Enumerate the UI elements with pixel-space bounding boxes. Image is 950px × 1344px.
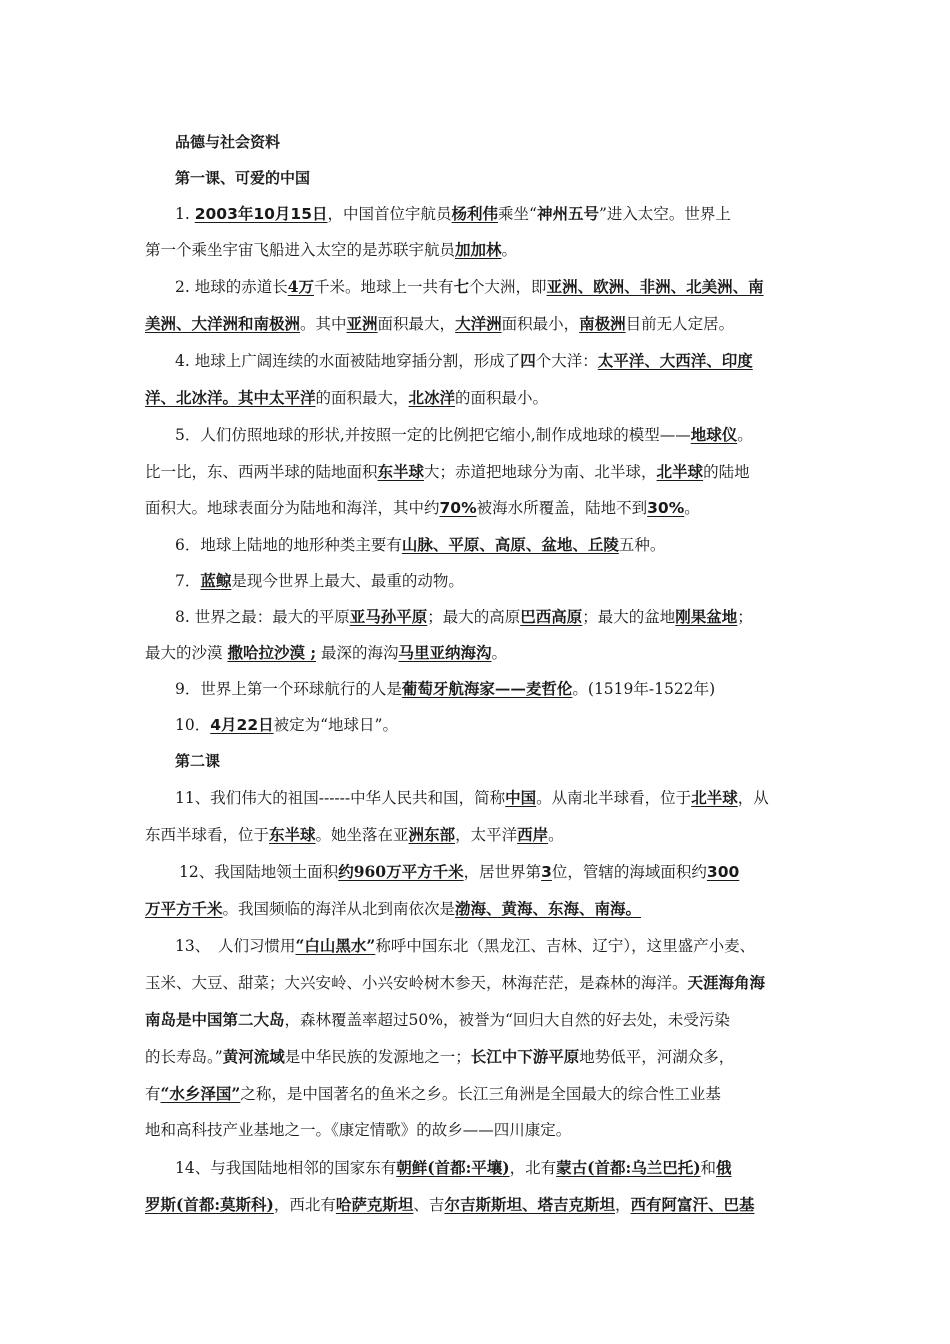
paragraph-7: 7．蓝鲸是现今世界上最大、最重的动物。 bbox=[175, 571, 464, 590]
paragraph-4-line-2: 洋、北冰洋。其中太平洋的面积最大，北冰洋的面积最小。 bbox=[145, 388, 549, 407]
paragraph-13-line-6: 地和高科技产业基地之一。《康定情歌》的故乡——四川康定。 bbox=[145, 1121, 572, 1139]
paragraph-4-line-1: 4. 地球上广阔连续的水面被陆地穿插分割，形成了四个大洋：太平洋、大西洋、印度 bbox=[175, 351, 753, 370]
paragraph-14-line-2: 罗斯(首都:莫斯科)，西北有哈萨克斯坦、吉尔吉斯斯坦、塔吉克斯坦，西有阿富汗、巴基 bbox=[145, 1195, 755, 1214]
paragraph-11-line-2: 东西半球看，位于东半球。她坐落在亚洲东部，太平洋西岸。 bbox=[145, 825, 564, 844]
paragraph-2-line-1: 2. 地球的赤道长4万千米。地球上一共有七个大洲，即亚洲、欧洲、非洲、北美洲、南 bbox=[175, 277, 764, 296]
paragraph-14-line-1: 14、与我国陆地相邻的国家东有朝鲜(首都:平壤)，北有蒙古(首都:乌兰巴托)和俄 bbox=[175, 1158, 732, 1177]
paragraph-6: 6．地球上陆地的地形种类主要有山脉、平原、高原、盆地、丘陵五种。 bbox=[175, 535, 666, 554]
paragraph-5-line-3: 面积大。地球表面分为陆地和海洋，其中约70%被海水所覆盖，陆地不到30%。 bbox=[145, 499, 700, 517]
document-body bbox=[145, 124, 813, 1223]
paragraph-5-line-1: 5．人们仿照地球的形状,并按照一定的比例把它缩小,制作成地球的模型——地球仪。 bbox=[175, 425, 753, 444]
paragraph-13-line-4: 的长寿岛。”黄河流域是中华民族的发源地之一；长江中下游平原地势低平，河湖众多， bbox=[145, 1047, 735, 1066]
lesson-2-heading: 第二课 bbox=[175, 752, 221, 770]
paragraph-9: 9．世界上第一个环球航行的人是葡萄牙航海家——麦哲伦。(1519年-1522年) bbox=[175, 679, 716, 698]
paragraph-5-line-2: 比一比，东、西两半球的陆地面积东半球大；赤道把地球分为南、北半球，北半球的陆地 bbox=[145, 462, 750, 481]
paragraph-11-line-1: 11、我们伟大的祖国------中华人民共和国，简称中国。从南北半球看，位于北半球，从 bbox=[175, 788, 769, 807]
paragraph-13-line-5: 有“水乡泽国”之称，是中国著名的鱼米之乡。长江三角洲是全国最大的综合性工业基 bbox=[145, 1084, 721, 1103]
paragraph-13-line-3: 南岛是中国第二大岛，森林覆盖率超过50%，被誉为“回归大自然的好去处，未受污染 bbox=[145, 1010, 730, 1029]
paragraph-1-line-2: 第一个乘坐宇宙飞船进入太空的是苏联宇航员加加林。 bbox=[145, 240, 518, 259]
paragraph-10: 10．4月22日被定为“地球日”。 bbox=[175, 716, 398, 734]
paragraph-8-line-1: 8. 世界之最：最大的平原亚马孙平原；最大的高原巴西高原；最大的盆地刚果盆地； bbox=[175, 607, 753, 626]
paragraph-12-line-2: 万平方千米。我国频临的海洋从北到南依次是渤海、黄海、东海、南海。 bbox=[145, 899, 642, 918]
paragraph-8-line-2: 最大的沙漠 撒哈拉沙漠 ; 最深的海沟马里亚纳海沟。 bbox=[145, 643, 508, 662]
lesson-1-heading: 第一课、可爱的中国 bbox=[175, 169, 311, 187]
document-title: 品德与社会资料 bbox=[175, 133, 281, 151]
paragraph-13-line-1: 13、 人们习惯用“白山黑水”称呼中国东北（黑龙江、吉林、辽宁），这里盛产小麦、 bbox=[175, 936, 756, 955]
paragraph-13-line-2: 玉米、大豆、甜菜；大兴安岭、小兴安岭树木参天，林海茫茫，是森林的海洋。天涯海角海 bbox=[145, 973, 766, 992]
paragraph-2-line-2: 美洲、大洋洲和南极洲。其中亚洲面积最大，大洋洲面积最小，南极洲目前无人定居。 bbox=[145, 314, 735, 333]
paragraph-12-line-1: 12、我国陆地领土面积约960万平方千米，居世界第3位，管辖的海域面积约300 bbox=[179, 862, 740, 881]
paragraph-1-line-1: 1. 2003年10月15日，中国首位宇航员杨利伟乘坐“神州五号”进入太空。世界上 bbox=[175, 204, 731, 223]
